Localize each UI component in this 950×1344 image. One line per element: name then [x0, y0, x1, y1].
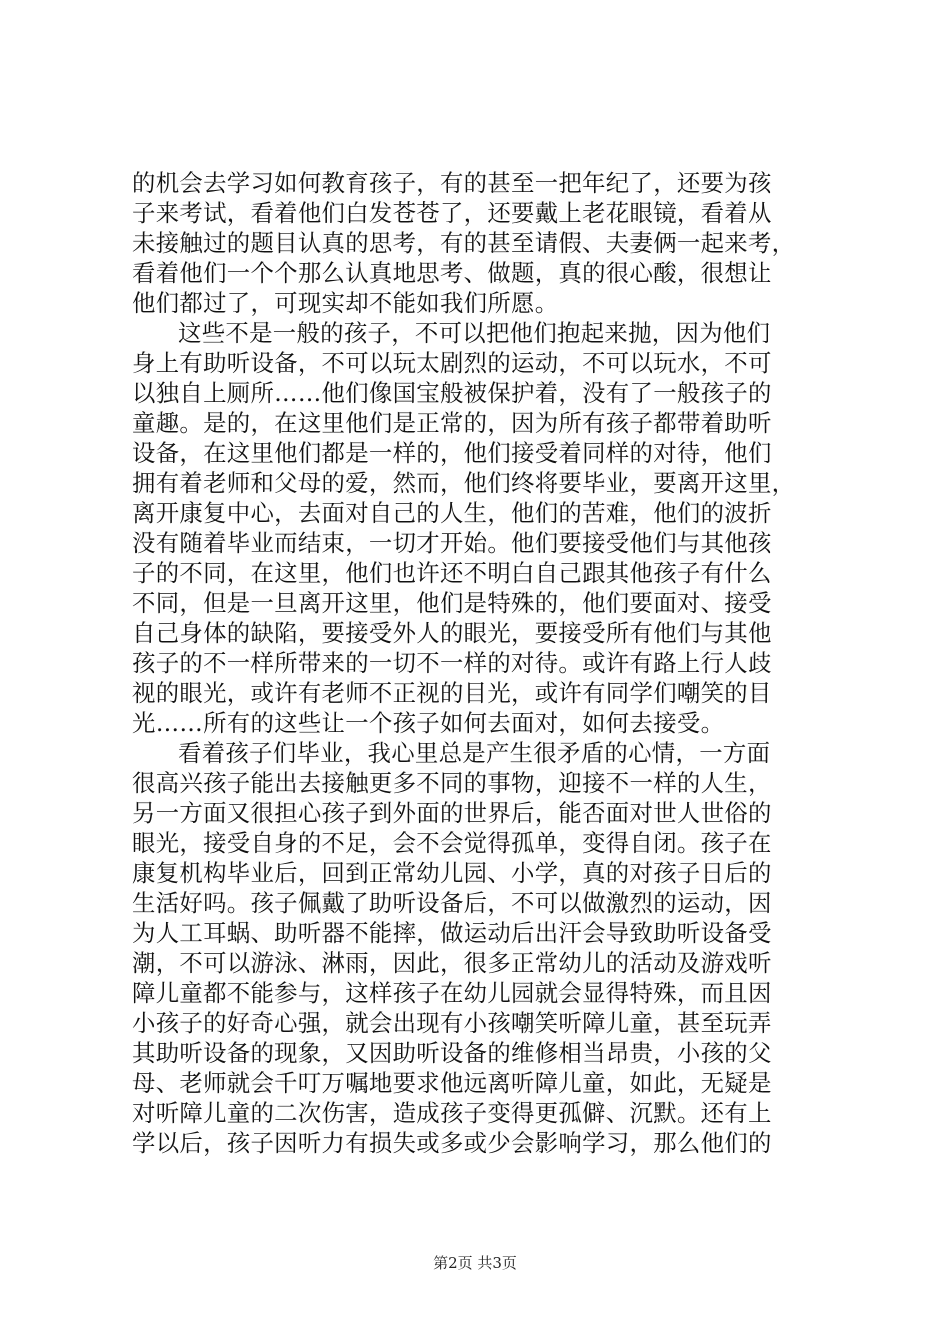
text-line: 障儿童都不能参与，这样孩子在幼儿园就会显得特殊，而且因: [132, 979, 772, 1007]
text-line: 小孩子的好奇心强，就会出现有小孩嘲笑听障儿童，甚至玩弄: [132, 1009, 772, 1037]
text-line: 自己身体的缺陷，要接受外人的眼光，要接受所有他们与其他: [132, 619, 772, 647]
text-line: 母、老师就会千叮万嘱地要求他远离听障儿童，如此，无疑是: [132, 1069, 772, 1097]
text-line: 童趣。是的，在这里他们是正常的，因为所有孩子都带着助听: [132, 409, 772, 437]
text-line: 康复机构毕业后，回到正常幼儿园、小学，真的对孩子日后的: [132, 859, 772, 887]
text-line: 身上有助听设备，不可以玩太剧烈的运动，不可以玩水，不可: [132, 349, 772, 377]
text-line: 学以后，孩子因听力有损失或多或少会影响学习，那么他们的: [132, 1129, 772, 1157]
text-line: 拥有着老师和父母的爱，然而，他们终将要毕业，要离开这里，: [132, 469, 796, 497]
text-line: 对听障儿童的二次伤害，造成孩子变得更孤僻、沉默。还有上: [132, 1099, 772, 1127]
paragraph: [132, 318, 822, 738]
body-text: [132, 168, 822, 1158]
text-line: 以独自上厕所……他们像国宝般被保护着，没有了一般孩子的: [132, 379, 772, 407]
text-line: 没有随着毕业而结束，一切才开始。他们要接受他们与其他孩: [132, 529, 772, 557]
text-line: 看着他们一个个那么认真地思考、做题，真的很心酸，很想让: [132, 259, 772, 287]
text-line: 离开康复中心，去面对自己的人生，他们的苦难，他们的波折: [132, 499, 772, 527]
text-line: 视的眼光，或许有老师不正视的目光，或许有同学们嘲笑的目: [132, 679, 772, 707]
text-line: 子来考试，看着他们白发苍苍了，还要戴上老花眼镜，看着从: [132, 199, 772, 227]
text-line: 光……所有的这些让一个孩子如何去面对，如何去接受。: [132, 709, 725, 737]
text-line: 潮，不可以游泳、淋雨，因此，很多正常幼儿的活动及游戏听: [132, 949, 772, 977]
text-line: 子的不同，在这里，他们也许还不明白自己跟其他孩子有什么: [132, 559, 772, 587]
page-footer: 第2页 共3页: [433, 1254, 517, 1272]
text-line: 为人工耳蜗、助听器不能摔，做运动后出汗会导致助听设备受: [132, 919, 772, 947]
paragraph: [132, 168, 822, 318]
text-line: 另一方面又很担心孩子到外面的世界后，能否面对世人世俗的: [132, 799, 772, 827]
text-line: 不同，但是一旦离开这里，他们是特殊的，他们要面对、接受: [132, 589, 772, 617]
text-line: 他们都过了，可现实却不能如我们所愿。: [132, 289, 559, 317]
text-line: 很高兴孩子能出去接触更多不同的事物，迎接不一样的人生，: [132, 769, 772, 797]
text-line: 生活好吗。孩子佩戴了助听设备后，不可以做激烈的运动，因: [132, 889, 772, 917]
text-line: 看着孩子们毕业，我心里总是产生很矛盾的心情，一方面: [178, 739, 771, 767]
text-line: 设备，在这里他们都是一样的，他们接受着同样的对待，他们: [132, 439, 772, 467]
text-line: 孩子的不一样所带来的一切不一样的对待。或许有路上行人歧: [132, 649, 772, 677]
text-line: 这些不是一般的孩子，不可以把他们抱起来抛，因为他们: [178, 319, 771, 347]
text-line: 未接触过的题目认真的思考，有的甚至请假、夫妻俩一起来考，: [132, 229, 796, 257]
text-line: 其助听设备的现象，又因助听设备的维修相当昂贵，小孩的父: [132, 1039, 772, 1067]
text-line: 的机会去学习如何教育孩子，有的甚至一把年纪了，还要为孩: [132, 169, 772, 197]
paragraph: [132, 738, 822, 1158]
text-line: 眼光，接受自身的不足，会不会觉得孤单，变得自闭。孩子在: [132, 829, 772, 857]
